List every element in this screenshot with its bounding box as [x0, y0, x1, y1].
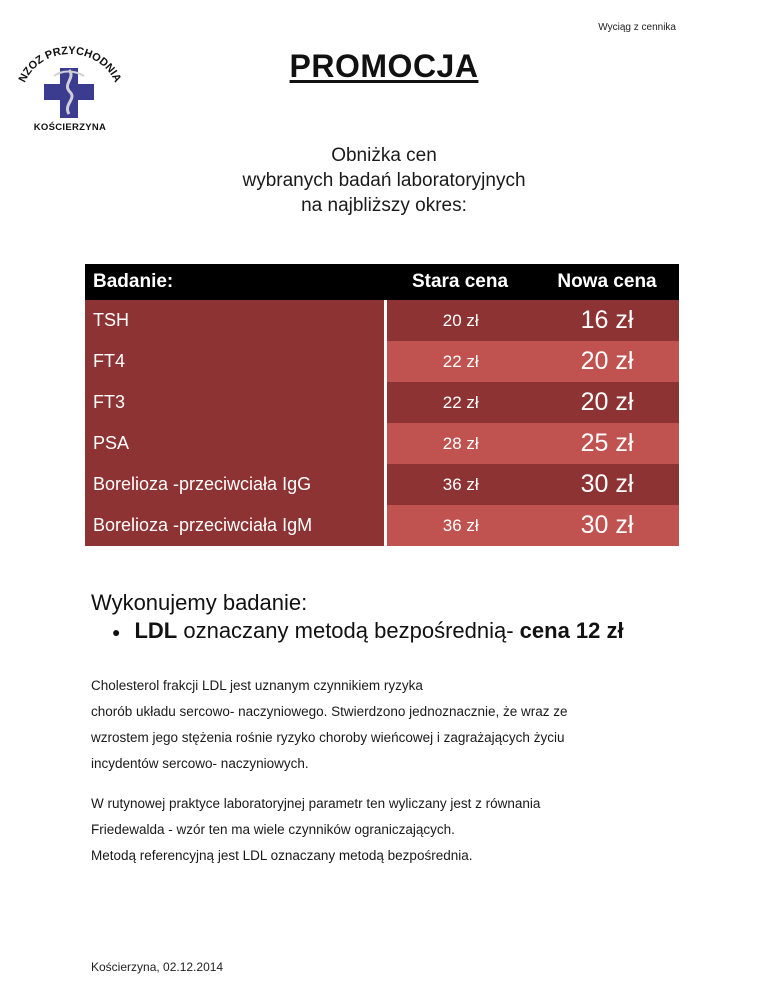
old-price: 28 zł	[385, 423, 535, 464]
paragraph-line: incydentów sercowo- naczyniowych.	[91, 756, 309, 771]
ldl-description	[91, 673, 691, 777]
offer-price: cena 12 zł	[519, 618, 624, 643]
old-price: 36 zł	[385, 464, 535, 505]
method-description	[91, 791, 691, 869]
paragraph-line: Cholesterol frakcji LDL jest uznanym czynnikiem ryzyka	[91, 678, 423, 693]
header-note: Wyciąg z cennika	[598, 22, 676, 33]
old-price: 22 zł	[385, 341, 535, 382]
paragraph-line: W rutynowej praktyce laboratoryjnej parametr ten wyliczany jest z równania	[91, 796, 541, 811]
test-name: FT3	[85, 382, 385, 423]
table-row	[85, 423, 679, 464]
header-new-price: Nowa cena	[535, 264, 679, 300]
intro-line-2: wybranych badań laboratoryjnych	[242, 170, 526, 191]
intro-line-3: na najbliższy okres:	[301, 195, 467, 216]
page-title: PROMOCJA	[289, 48, 479, 84]
paragraph-line: Friedewalda - wzór ten ma wiele czynników ograniczających.	[91, 822, 455, 837]
paragraph-line: chorób układu sercowo- naczyniowego. Stwierdzono jednoznacznie, że wraz ze	[91, 704, 568, 719]
new-price: 25 zł	[535, 423, 679, 464]
old-price: 22 zł	[385, 382, 535, 423]
footer-date: Kościerzyna, 02.12.2014	[91, 960, 224, 974]
header-test-name: Badanie:	[85, 264, 385, 300]
offer-test-name: LDL	[134, 618, 178, 643]
new-price: 30 zł	[535, 464, 679, 505]
paragraph-line: Metodą referencyjną jest LDL oznaczany metodą bezpośrednia.	[91, 848, 473, 863]
header-old-price: Stara cena	[385, 264, 535, 300]
table-row	[85, 382, 679, 423]
intro-text	[0, 143, 768, 218]
intro-line-1: Obniżka cen	[331, 145, 437, 166]
logo-caption: KOŚCIERZYNA	[33, 122, 107, 133]
table-row	[85, 464, 679, 505]
test-name: Borelioza -przeciwciała IgM	[85, 505, 385, 546]
table-row	[85, 300, 679, 341]
new-price: 20 zł	[535, 341, 679, 382]
offer-method: oznaczany metodą bezpośrednią-	[177, 618, 520, 643]
new-price: 16 zł	[535, 300, 679, 341]
offer-heading: Wykonujemy badanie:	[91, 590, 308, 615]
bullet-icon: ●	[112, 624, 121, 641]
test-name: PSA	[85, 423, 385, 464]
price-table	[85, 264, 681, 546]
table-row	[85, 341, 679, 382]
paragraph-line: wzrostem jego stężenia rośnie ryzyko choroby wieńcowej i zagrażających życiu	[91, 730, 565, 745]
offer-bullet	[112, 618, 624, 644]
logo-arc-text: NZOZ PRZYCHODNIA	[16, 44, 124, 85]
old-price: 20 zł	[385, 300, 535, 341]
test-name: Borelioza -przeciwciała IgG	[85, 464, 385, 505]
test-name: FT4	[85, 341, 385, 382]
new-price: 30 zł	[535, 505, 679, 546]
table-row	[85, 505, 679, 546]
table-header-row	[85, 264, 679, 300]
new-price: 20 zł	[535, 382, 679, 423]
test-name: TSH	[85, 300, 385, 341]
old-price: 36 zł	[385, 505, 535, 546]
